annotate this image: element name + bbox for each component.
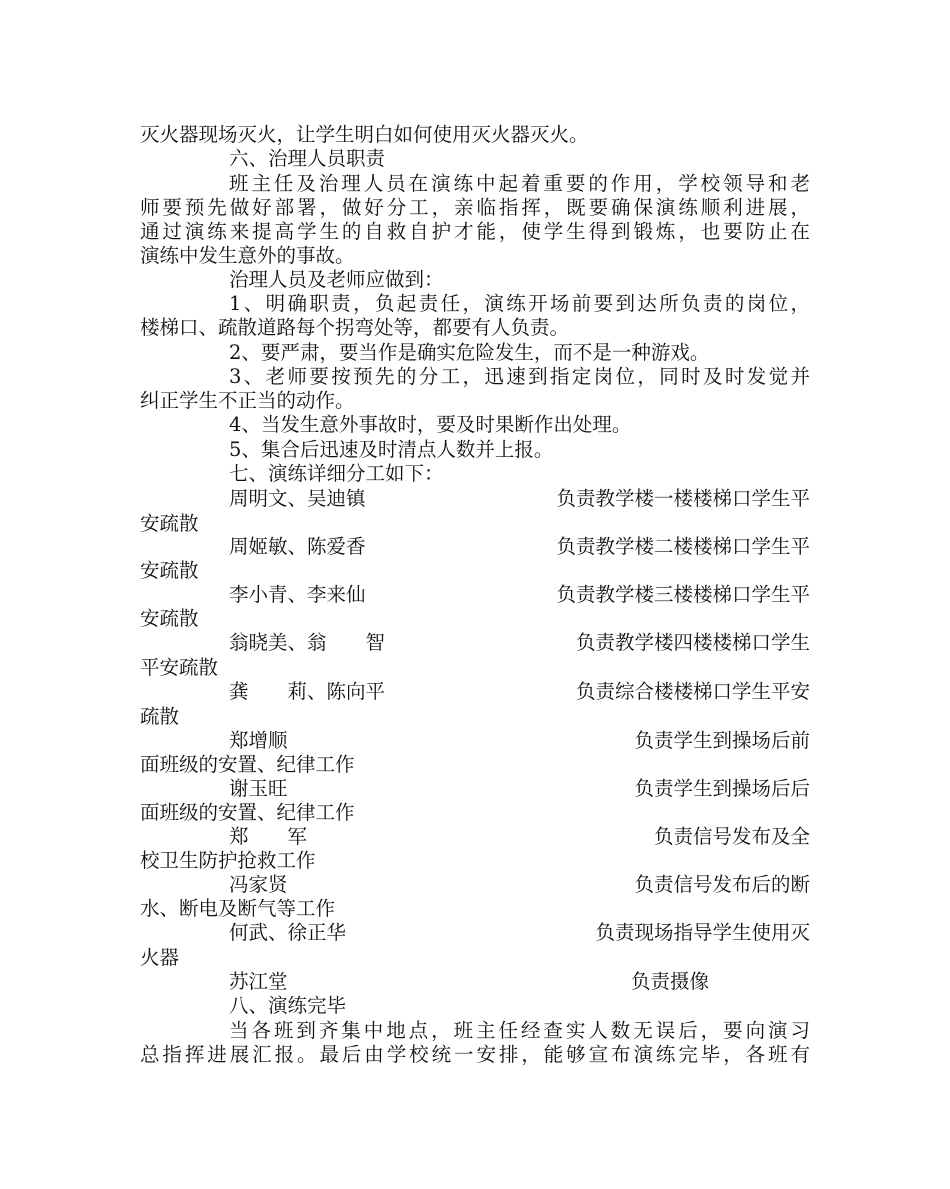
- assignment-names: 苏江堂: [229, 970, 288, 993]
- assignment-names: 郑 军: [229, 825, 308, 848]
- list-item: 5、集合后迅速及时清点人数并上报。: [229, 438, 554, 461]
- assignment-continuation: 安疏散: [140, 512, 199, 535]
- assignment-row: [229, 680, 810, 704]
- assignment-row: [229, 921, 810, 945]
- paragraph-line: 楼梯口、疏散道路每个拐弯处等，都要有人负责。: [140, 316, 570, 339]
- assignment-duty: 负责信号发布及全: [653, 825, 810, 848]
- assignment-row: [229, 873, 810, 897]
- assignment-continuation: 疏散: [140, 705, 180, 728]
- list-item: 4、当发生意外事故时，要及时果断作出处理。: [229, 413, 632, 436]
- paragraph-line: 班主任及治理人员在演练中起着重要的作用，学校领导和老: [229, 172, 810, 195]
- assignment-continuation: 面班级的安置、纪律工作: [140, 801, 355, 824]
- paragraph-line: 当各班到齐集中地点，班主任经查实人数无误后，要向演习: [229, 1019, 810, 1042]
- assignment-duty: 负责教学楼四楼楼梯口学生: [575, 631, 810, 654]
- list-item: 3、老师要按预先的分工，迅速到指定岗位，同时及时发觉并: [229, 365, 810, 388]
- assignment-duty: 负责综合楼楼梯口学生平安: [575, 680, 810, 703]
- assignment-duty: 负责教学楼二楼楼梯口学生平: [556, 535, 810, 558]
- assignment-names: 谢玉旺: [229, 777, 288, 800]
- assignment-continuation: 水、断电及断气等工作: [140, 897, 336, 920]
- assignment-duty: 负责学生到操场后前: [634, 729, 810, 752]
- assignment-names: 李小青、李来仙: [229, 583, 366, 606]
- assignment-names: 何武、徐正华: [229, 921, 347, 944]
- assignment-continuation: 安疏散: [140, 607, 199, 630]
- assignment-row: [229, 487, 810, 511]
- assignment-names: 龚 莉、陈向平: [229, 680, 386, 703]
- list-item: 2、要严肃，要当作是确实危险发生，而不是一种游戏。: [229, 341, 710, 364]
- assignment-continuation: 面班级的安置、纪律工作: [140, 753, 355, 776]
- assignment-row: [229, 825, 810, 849]
- paragraph-line: 总指挥进展汇报。最后由学校统一安排，能够宣布演练完毕，各班有: [140, 1043, 810, 1066]
- assignment-names: 翁晓美、翁 智: [229, 631, 386, 654]
- list-item: 1、明确职责，负起责任，演练开场前要到达所负责的岗位，: [229, 292, 810, 315]
- assignment-row: [229, 729, 810, 753]
- assignment-duty: 负责摄像: [631, 970, 710, 993]
- assignment-duty: 负责信号发布后的断: [634, 873, 810, 896]
- assignment-row: [229, 970, 810, 994]
- assignment-continuation: 火器: [140, 946, 180, 969]
- assignment-continuation: 校卫生防护抢救工作: [140, 849, 316, 872]
- assignment-duty: 负责学生到操场后后: [634, 777, 810, 800]
- assignment-row: [229, 583, 810, 607]
- section-heading: 六、治理人员职责: [229, 147, 386, 170]
- paragraph-line: 师要预先做好部署，做好分工，亲临指挥，既要确保演练顺利进展，: [140, 196, 810, 219]
- assignment-duty: 负责教学楼三楼楼梯口学生平: [556, 583, 810, 606]
- assignment-row: [229, 777, 810, 801]
- assignment-continuation: 平安疏散: [140, 656, 219, 679]
- section-heading: 八、演练完毕: [229, 994, 347, 1017]
- paragraph-line: 灭火器现场灭火，让学生明白如何使用灭火器灭火。: [140, 123, 589, 146]
- paragraph-line: 演练中发生意外的事故。: [140, 244, 355, 267]
- assignment-names: 周姬敏、陈爱香: [229, 535, 366, 558]
- assignment-row: [229, 631, 810, 655]
- paragraph-line: 纠正学生不正当的动作。: [140, 389, 355, 412]
- assignment-names: 冯家贤: [229, 873, 288, 896]
- assignment-names: 周明文、吴迪镇: [229, 487, 366, 510]
- assignment-duty: 负责现场指导学生使用灭: [595, 921, 810, 944]
- paragraph-line: 通过演练来提高学生的自救自护才能，使学生得到锻炼，也要防止在: [140, 220, 810, 243]
- section-heading: 七、演练详细分工如下：: [229, 462, 444, 485]
- assignment-continuation: 安疏散: [140, 559, 199, 582]
- paragraph-line: 治理人员及老师应做到：: [229, 268, 444, 291]
- assignment-row: [229, 535, 810, 559]
- assignment-names: 郑增顺: [229, 729, 288, 752]
- assignment-duty: 负责教学楼一楼楼梯口学生平: [556, 487, 810, 510]
